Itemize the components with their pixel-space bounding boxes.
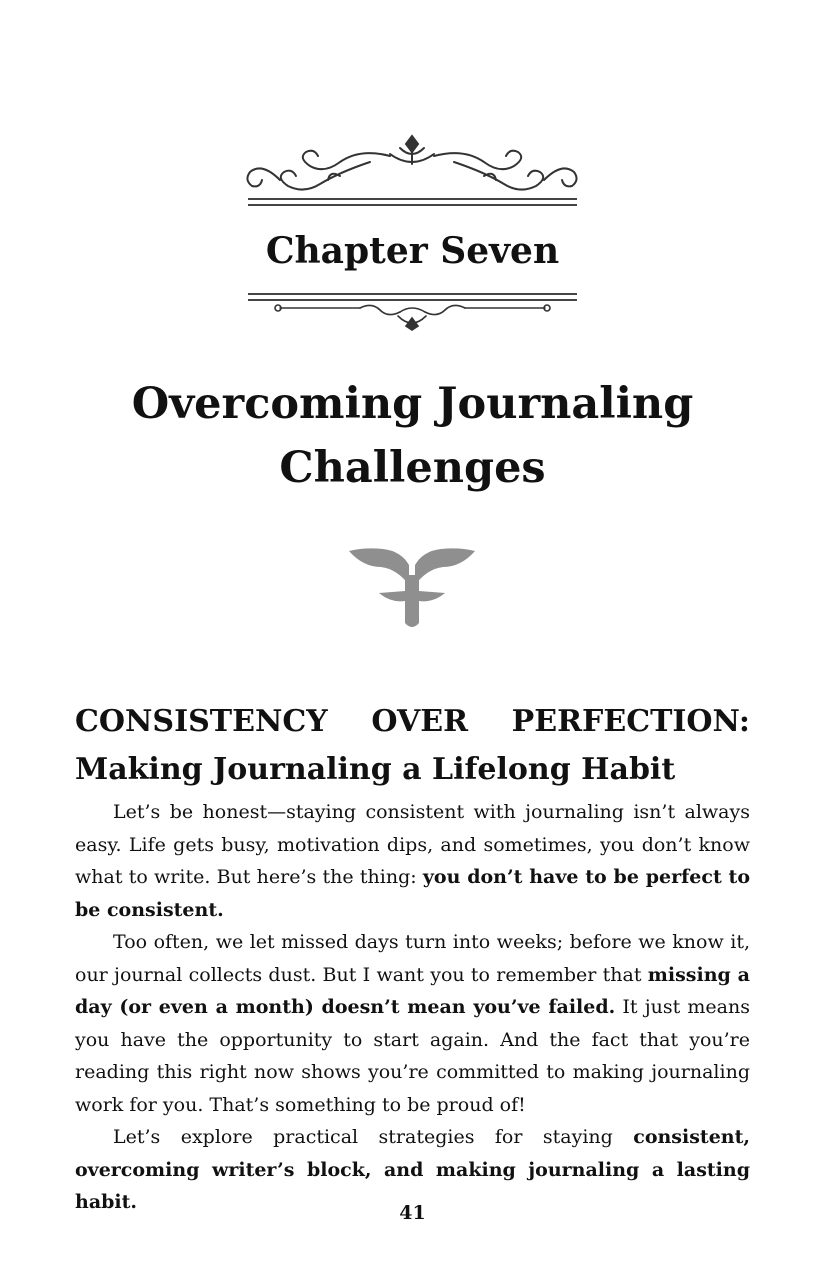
chapter-title	[0, 372, 825, 500]
chapter-title-line1: Overcoming Journaling	[131, 379, 694, 429]
bottom-divider-ornament	[240, 290, 585, 332]
top-flourish-ornament	[240, 132, 585, 210]
paragraph-3-text: Let’s explore practical strategies for staying	[113, 1126, 634, 1148]
body-text	[75, 796, 750, 1219]
section-heading	[75, 698, 750, 794]
heading-word-consistency: CONSISTENCY	[75, 704, 328, 739]
chapter-label: Chapter Seven	[265, 230, 560, 272]
paragraph-2-text-end: It just means you have the opportunity to start again. And the fact that you’re reading this right now shows you’re committed to making journaling work for you. That’s something to be proud of!	[75, 996, 750, 1116]
paragraph-2-emphasis: missing a day (or even a month) doesn’t mean you’ve failed.	[75, 963, 750, 1018]
heading-word-over: OVER	[371, 704, 469, 739]
section-heading-line2: Making Journaling a Lifelong Habit	[75, 752, 676, 787]
paragraph-2-text-start: Too often, we let missed days turn into weeks; before we know it, our journal collects dust. But I want you to remember that	[75, 931, 750, 986]
paragraph-2	[75, 926, 750, 1121]
paragraph-1	[75, 796, 750, 926]
paragraph-1-text: Let’s be honest—staying consistent with journaling isn’t always easy. Life gets busy, motivation dips, and sometimes, you don’t know what to write. But here’s the thing:	[75, 801, 750, 888]
paragraph-1-emphasis: you don’t have to be perfect to be consistent.	[75, 866, 750, 921]
heading-word-perfection: PERFECTION:	[511, 704, 750, 739]
leaf-sprout-ornament	[345, 545, 479, 631]
section-heading-line1	[75, 698, 750, 746]
chapter-title-line2: Challenges	[279, 443, 546, 493]
paragraph-3-emphasis: consistent, overcoming writer’s block, and making journaling a lasting habit.	[75, 1126, 750, 1213]
page-number: 41	[399, 1202, 426, 1224]
